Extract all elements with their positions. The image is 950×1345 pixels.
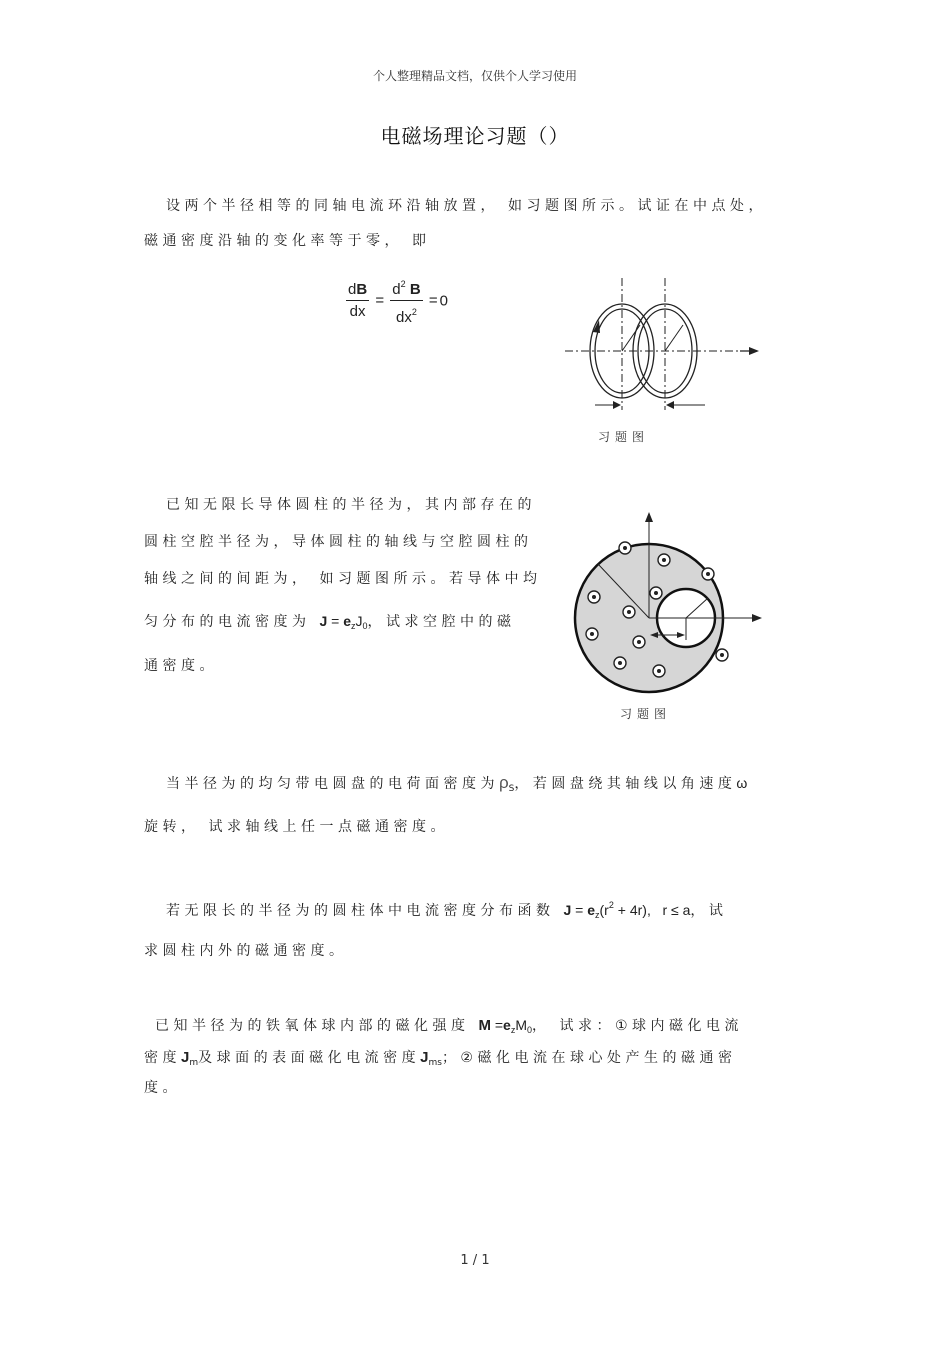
spacing-left-arrowhead [613,401,621,409]
problem1-line2: 磁通密度沿轴的变化率等于零， 即 [144,233,431,249]
problem2-line5: 通密度。 [144,658,218,674]
problem3-line2: 旋转， 试求轴线上任一点磁通密度。 [144,819,449,835]
problem4-line2: 求圆柱内外的磁通密度。 [144,943,348,959]
spacing-right-arrowhead [666,401,674,409]
problem2-line4: 匀分布的电流密度为 $J = e_zJ_0$，试求空腔中的磁 [144,613,516,631]
loop1-radius [622,325,640,351]
problem1-line1: 设两个半径相等的同轴电流环沿轴放置， 如习题图所示。试证在中点处， [166,198,767,214]
page-header: 个人整理精品文档，仅供个人学习使用 [372,69,577,83]
current-distribution-formula: $J = e_z(r^2 + 4r)$, r ≤ a [563,900,691,920]
axis-arrowhead [749,347,759,355]
page-number: 1 / 1 [460,1253,490,1268]
figure1-caption: 习题图 [598,430,650,444]
cylinder-cavity-figure [570,510,770,695]
loop2-radius [665,325,683,351]
formula-frac-second: $\frac{d^2 B}{dx^2}$ [390,274,422,329]
problem5-line1: 已知半径为的铁氧体球内部的磁化强度 $M =e_zM_0$， 试求：①球内磁化电流 [155,1017,744,1035]
x-axis-arrowhead [752,614,762,622]
problem2-line1: 已知无限长导体圆柱的半径为，其内部存在的 [166,497,536,513]
problem2-line3: 轴线之间的间距为， 如习题图所示。若导体中均 [144,571,542,587]
magnetization-formula: $M =e_zM_0$ [478,1017,533,1035]
figure2-caption: 习题图 [620,707,672,721]
formula-frac-first: $\frac{dB}{dx}$ [348,281,368,320]
problem4-line1: 若无限长的半径为的圆柱体中电流密度分布函数 $J = e_z(r^2 + 4r)$, r ≤ a，试 [166,900,728,920]
y-axis-arrowhead [645,512,653,522]
page-title: 电磁场理论习题（） [380,124,570,148]
problem5-line3: 度。 [144,1080,181,1096]
problem3-line1: 当半径为的均匀带电圆盘的电荷面密度为$\rho_S$，若圆盘绕其轴线以角速度ω [166,773,748,794]
problem5-line2: 密度$J_m$及球面的表面磁化电流密度$J_{ms}$；②磁化电流在球心处产生的磁通密 [144,1049,737,1068]
coaxial-loops-figure [555,270,775,430]
problem1-formula: $\frac{dB}{dx}$ = $\frac{d^2 B}{dx^2}$ = 0 [346,274,448,329]
current-density-formula: $J = e_zJ_0$ [319,613,368,631]
problem2-line2: 圆柱空腔半径为，导体圆柱的轴线与空腔圆柱的 [144,534,533,550]
